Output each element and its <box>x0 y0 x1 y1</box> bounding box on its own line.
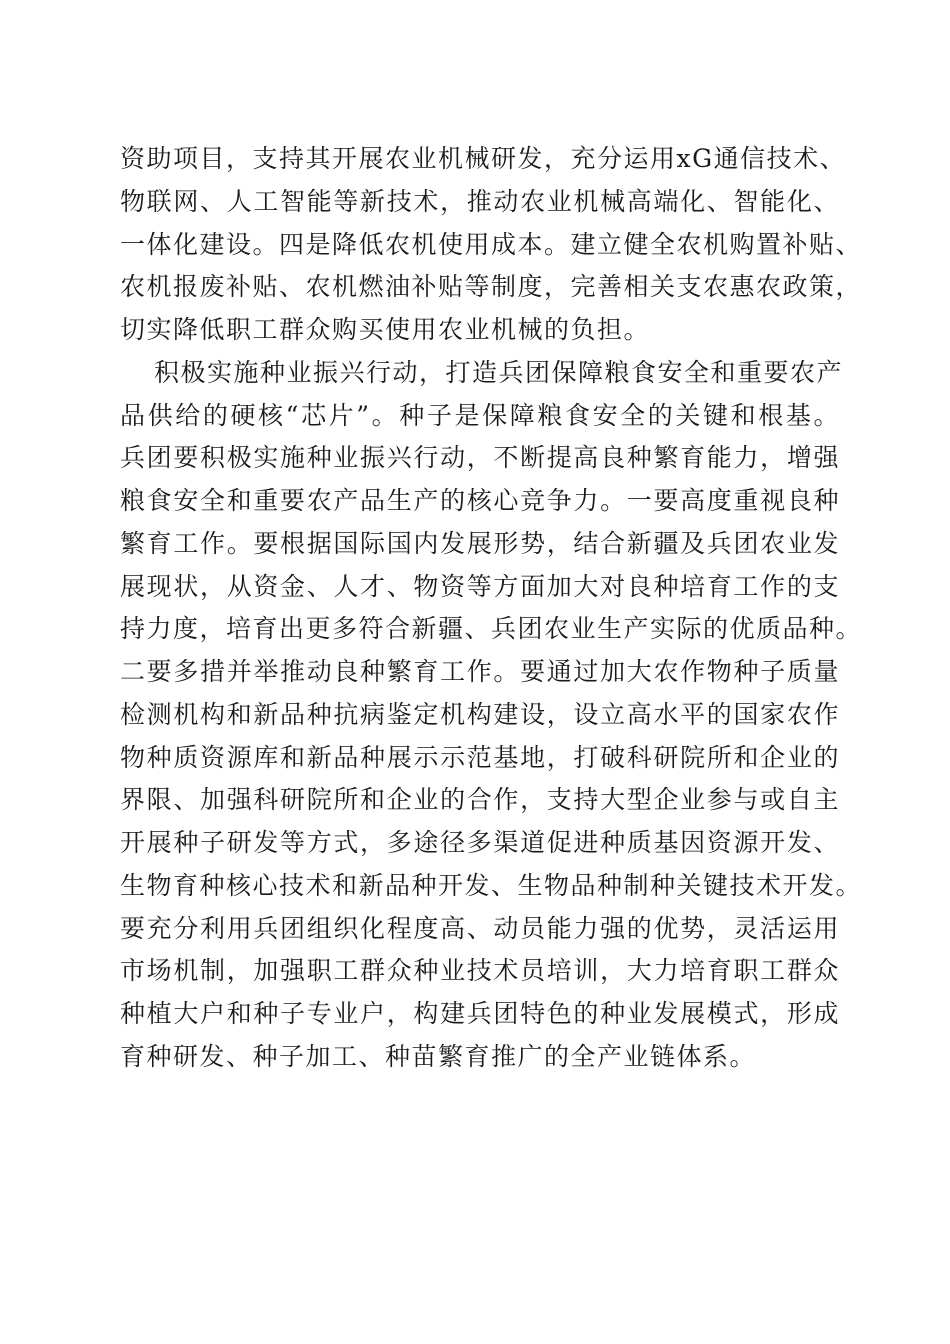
text-line: 品供给的硬核“芯片”。种子是保障粮食安全的关键和根基。 <box>120 400 840 430</box>
text-line: 物种质资源库和新品种展示示范基地，打破科研院所和企业的 <box>120 742 840 772</box>
text-line: 二要多措并举推动良种繁育工作。要通过加大农作物种子质量 <box>120 657 840 686</box>
text-line: 生物育种核心技术和新品种开发、生物品种制种关键技术开发。 <box>120 870 863 900</box>
text-line: 资助项目，支持其开展农业机械研发，充分运用xG通信技术、 <box>120 144 847 173</box>
text-line: 种植大户和种子专业户，构建兵团特色的种业发展模式，形成 <box>120 999 840 1028</box>
text-line: 持力度，培育出更多符合新疆、兵团农业生产实际的优质品种。 <box>120 614 863 644</box>
text-line: 育种研发、种子加工、种苗繁育推广的全产业链体系。 <box>120 1041 757 1071</box>
text-line: 展现状，从资金、人才、物资等方面加大对良种培育工作的支 <box>120 571 840 601</box>
text-line: 要充分利用兵团组织化程度高、动员能力强的优势，灵活运用 <box>120 913 840 943</box>
text-line: 切实降低职工群众购买使用农业机械的负担。 <box>120 315 651 344</box>
text-line: 繁育工作。要根据国际国内发展形势，结合新疆及兵团农业发 <box>120 528 840 558</box>
text-line: 物联网、人工智能等新技术，推动农业机械高端化、智能化、 <box>120 186 840 216</box>
text-line: 农机报废补贴、农机燃油补贴等制度，完善相关支农惠农政策， <box>120 272 863 302</box>
text-line: 开展种子研发等方式，多途径多渠道促进种质基因资源开发、 <box>120 828 840 857</box>
text-line: 积极实施种业振兴行动，打造兵团保障粮食安全和重要农产 <box>154 357 844 387</box>
body-text <box>120 138 863 1079</box>
text-line: 一体化建设。四是降低农机使用成本。建立健全农机购置补贴、 <box>120 229 863 259</box>
text-line: 检测机构和新品种抗病鉴定机构建设，设立高水平的国家农作 <box>120 699 840 729</box>
paragraph-2 <box>120 352 863 1079</box>
text-line: 兵团要积极实施种业振兴行动，不断提高良种繁育能力，增强 <box>120 443 840 473</box>
paragraph-1 <box>120 138 863 352</box>
text-line: 粮食安全和重要农产品生产的核心竞争力。一要高度重视良种 <box>120 486 840 515</box>
text-line: 界限、加强科研院所和企业的合作，支持大型企业参与或自主 <box>120 785 840 815</box>
text-line: 市场机制，加强职工群众种业技术员培训，大力培育职工群众 <box>120 956 840 986</box>
